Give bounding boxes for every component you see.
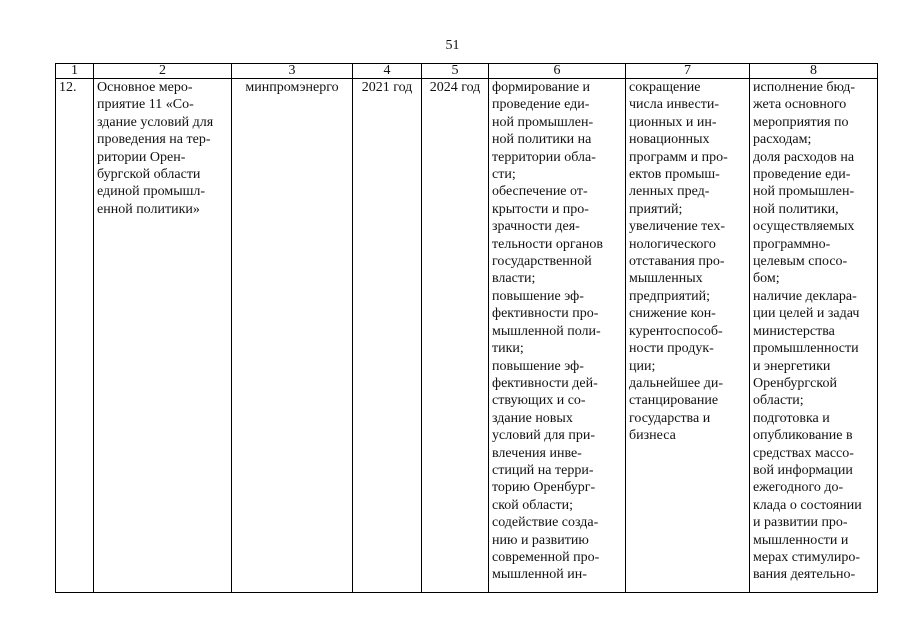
indicators-link-cell: исполнение бюд- жета основного мероприятия по расходам; доля расходов на проведение еди- ной промышлен- ной политики, осуществляемых программно- целевым спосо- бом; наличие деклара- ции целей и задач министерства промышленности и энергетики Оренбургской области; подготовка и опубликование в средствах массо- вой информации ежегодного до- клада о состоянии и развитии про- мышленности и мерах стимулиро- вания деятельно- xyxy=(750,79,878,593)
expected-result-cell: формирование и проведение еди- ной промышлен- ной политики на территории обла- сти; обеспечение от- крытости и про- зрачности дея- тельности органов государственной власти; повышение эф- фективности про- мышленной поли- тики; повышение эф- фективности дей- ствующих и со- здание новых условий для при- влечения инве- стиций на терри- торию Оренбург- ской области; содействие созда- нию и развитию современной про- мышленной ин- xyxy=(489,79,626,593)
column-number-row xyxy=(56,64,878,79)
measures-table xyxy=(55,63,878,593)
page-number: 51 xyxy=(445,38,460,53)
event-name-cell: Основное меро- приятие 11 «Со- здание условий для проведения на тер- ритории Орен- бургской области единой промышл- енной политики» xyxy=(94,79,232,593)
column-number-1: 1 xyxy=(56,64,94,79)
column-number-7: 7 xyxy=(626,64,750,79)
column-number-6: 6 xyxy=(489,64,626,79)
table-row xyxy=(56,79,878,593)
executor-cell: минпромэнерго xyxy=(232,79,353,593)
start-year-cell: 2021 год xyxy=(353,79,422,593)
non-implementation-consequences-cell: сокращение числа инвести- ционных и ин- новационных программ и про- ектов промыш- ленных пред- приятий; увеличение тех- нологического отставания про- мышленных предприятий; снижение кон- курентоспособ- ности продук- ции; дальнейшее ди- станцирование государства и бизнеса xyxy=(626,79,750,593)
column-number-3: 3 xyxy=(232,64,353,79)
end-year-cell: 2024 год xyxy=(422,79,489,593)
row-number-cell: 12. xyxy=(56,79,94,593)
column-number-4: 4 xyxy=(353,64,422,79)
column-number-8: 8 xyxy=(750,64,878,79)
column-number-5: 5 xyxy=(422,64,489,79)
column-number-2: 2 xyxy=(94,64,232,79)
